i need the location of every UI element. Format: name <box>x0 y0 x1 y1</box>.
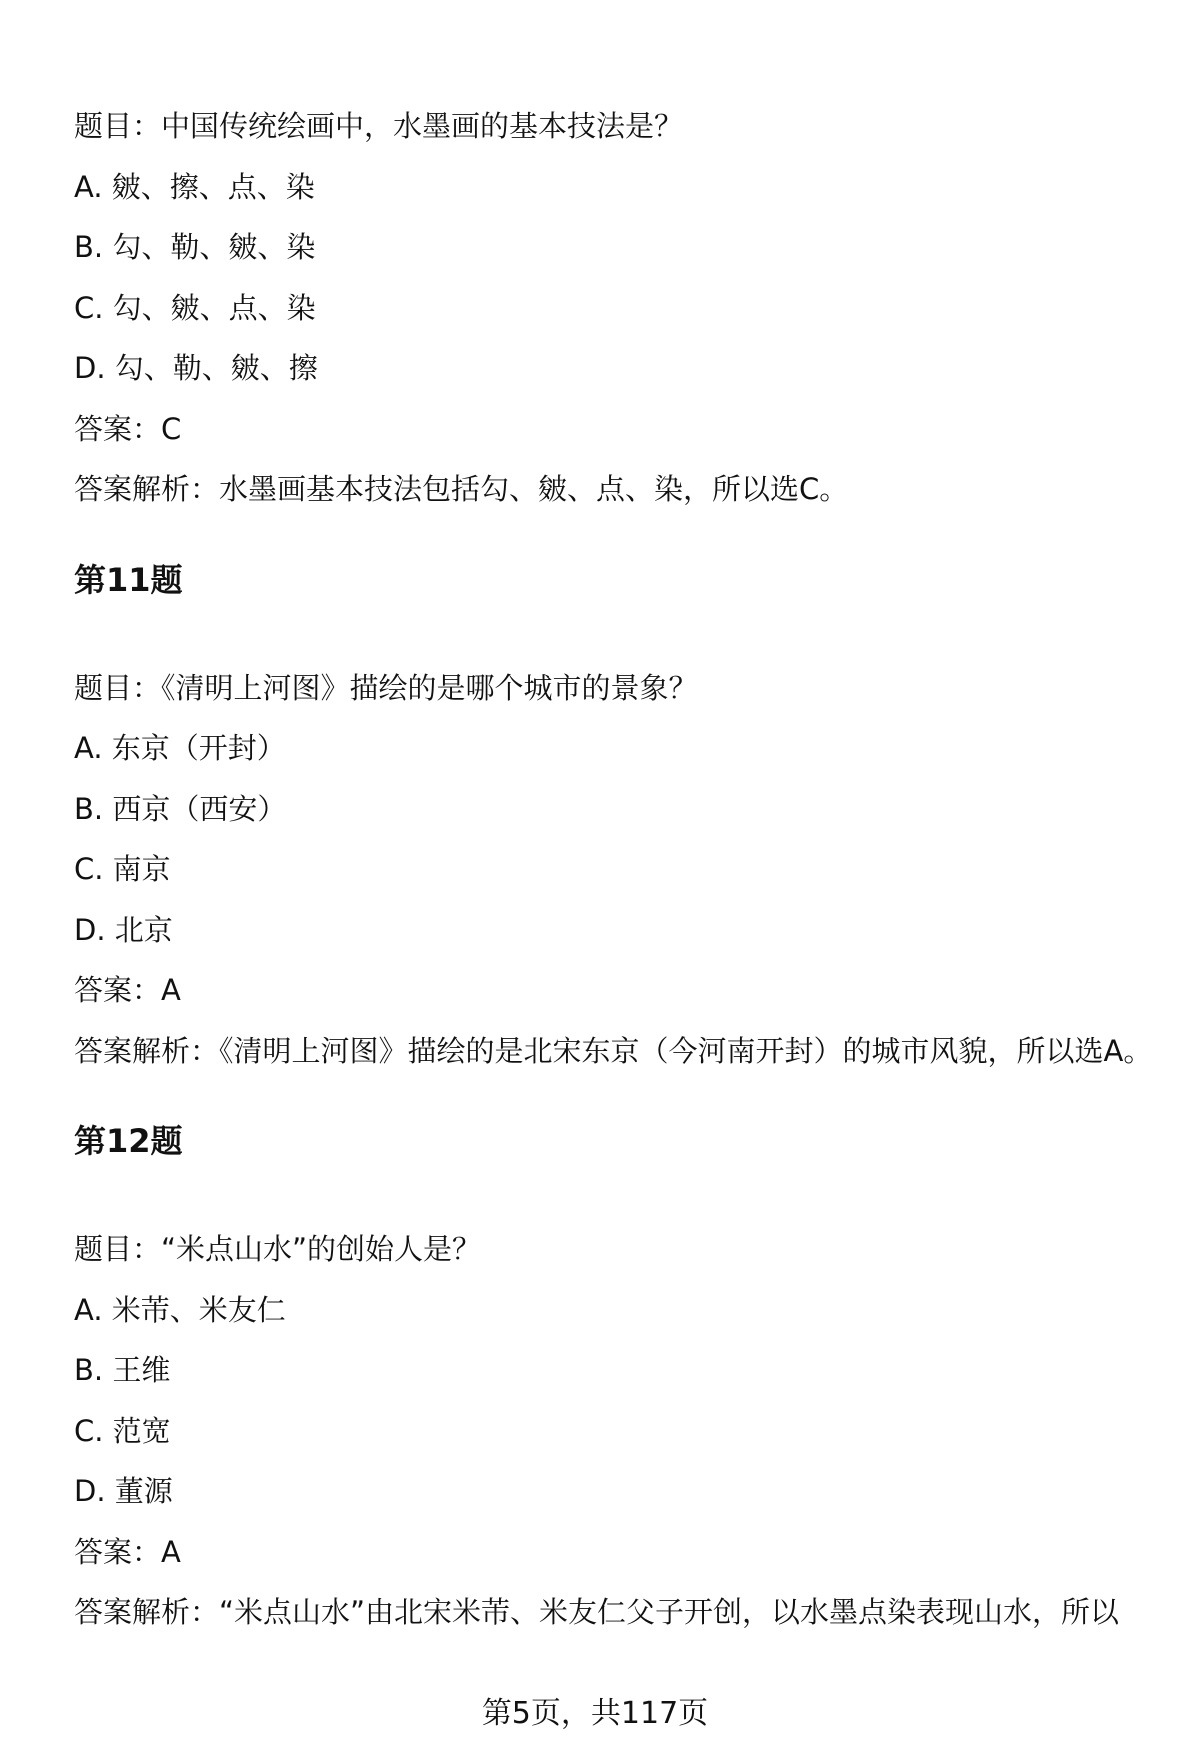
answer-analysis: 答案解析：水墨画基本技法包括勾、皴、点、染，所以选C。 <box>74 472 849 506</box>
question-prompt: 题目：中国传统绘画中，水墨画的基本技法是？ <box>74 109 684 143</box>
question-10 <box>74 96 1164 520</box>
option-d: D. 勾、勒、皴、擦 <box>74 351 318 385</box>
option-c: C. 南京 <box>74 852 171 886</box>
option-a: A. 皴、擦、点、染 <box>74 169 315 204</box>
question-heading: 第11题 <box>74 560 183 599</box>
question-11 <box>74 560 1164 1082</box>
answer: 答案：A <box>74 973 181 1007</box>
question-prompt: 题目：《清明上河图》描绘的是哪个城市的景象？ <box>74 670 698 705</box>
page-content <box>74 96 1164 1643</box>
answer: 答案：A <box>74 1534 181 1569</box>
question-12 <box>74 1121 1164 1643</box>
answer-analysis: 答案解析：“米点山水”由北宋米芾、米友仁父子开创，以水墨点染表现山水，所以 <box>74 1595 1120 1629</box>
option-a: A. 米芾、米友仁 <box>74 1292 286 1327</box>
page-number-footer: 第5页，共117页 <box>481 1696 709 1731</box>
option-b: B. 王维 <box>74 1353 171 1387</box>
option-d: D. 董源 <box>74 1474 173 1508</box>
option-b: B. 西京（西安） <box>74 791 287 826</box>
option-b: B. 勾、勒、皴、染 <box>74 230 316 264</box>
question-prompt: 题目：“米点山水”的创始人是？ <box>74 1232 482 1266</box>
option-d: D. 北京 <box>74 912 173 947</box>
answer-analysis: 答案解析：《清明上河图》描绘的是北宋东京（今河南开封）的城市风貌，所以选A。 <box>74 1033 1153 1068</box>
question-heading: 第12题 <box>74 1122 183 1160</box>
option-c: C. 范宽 <box>74 1413 171 1448</box>
option-c: C. 勾、皴、点、染 <box>74 290 316 325</box>
answer: 答案：C <box>74 411 182 446</box>
option-a: A. 东京（开封） <box>74 731 286 765</box>
